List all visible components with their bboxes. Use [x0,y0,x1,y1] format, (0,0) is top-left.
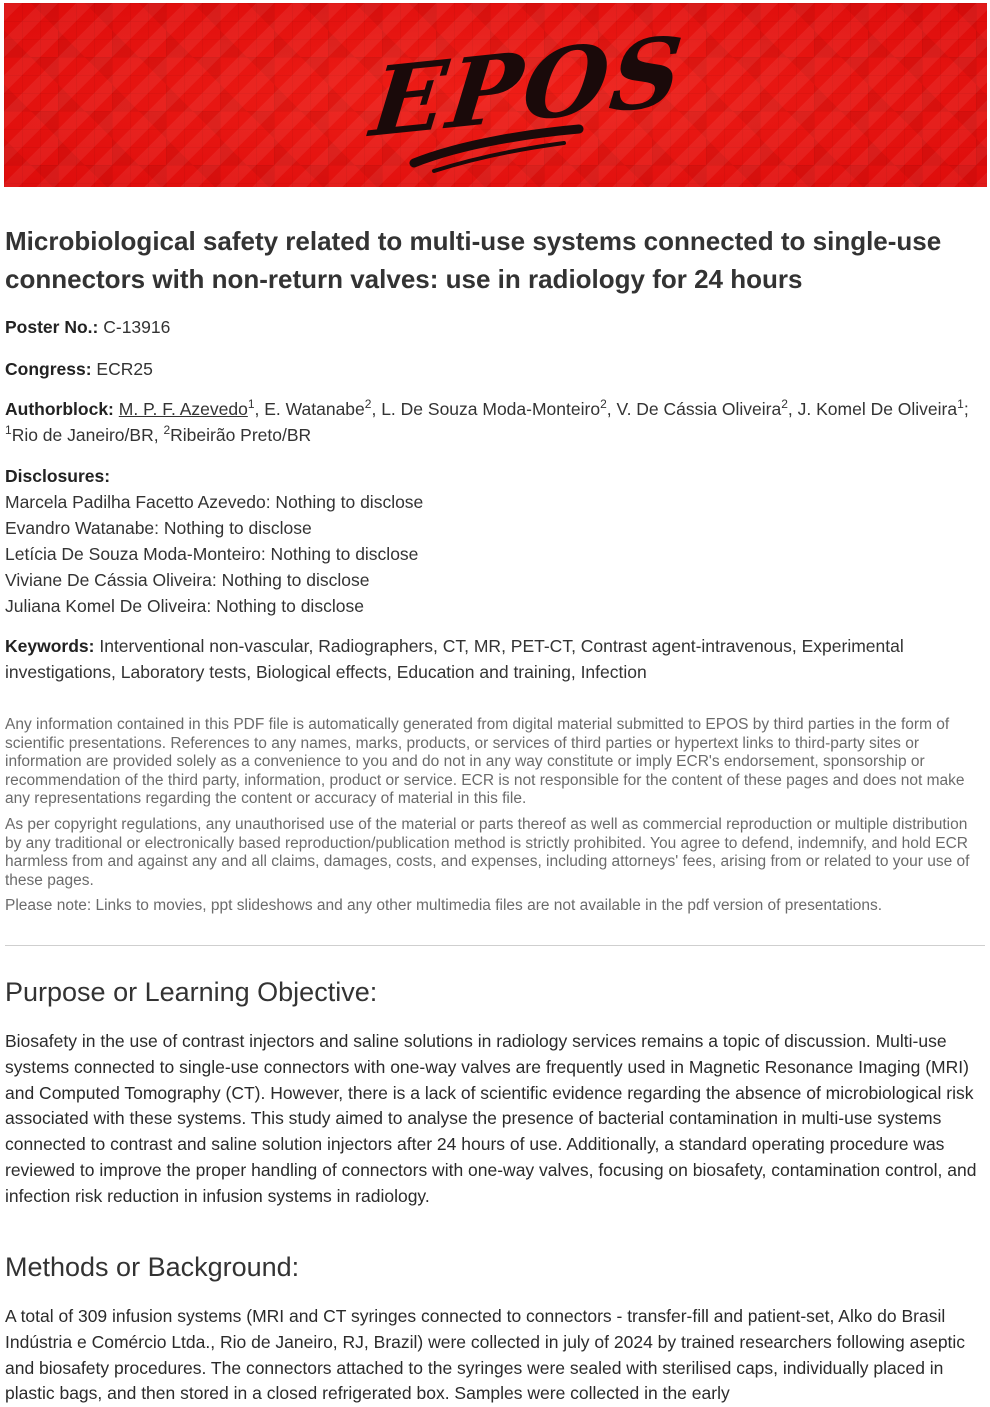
author-name: J. Komel De Oliveira [797,399,958,419]
author-name: E. Watanabe [264,399,365,419]
author-name: L. De Souza Moda-Monteiro [381,399,601,419]
congress-value: ECR25 [96,359,153,379]
affiliation-sup: 2 [163,423,171,437]
multimedia-note: Please note: Links to movies, ppt slideshows and any other multimedia files are not available in the pdf version of presentations. [5,897,883,914]
divider [5,945,985,946]
author-name: V. De Cássia Oliveira [616,399,782,419]
epos-logo[interactable] [365,14,690,180]
author-sup: 1 [957,397,964,411]
authorblock-label: Authorblock: [5,399,114,419]
copyright-paragraph: As per copyright regulations, any unauthorised use of the material or parts thereof as well as commercial reproduction or multiple distribution by any traditional or electronically based reproduction/publication method is strictly prohibited. You agree to defend, indemnify, and hold ECR harmless from and against any and all claims, damages, costs, and expenses, including attorneys' fees, arising from or related to your use of these pages. [5,816,970,889]
section-heading-methods: Methods or Background: [5,1252,300,1282]
author-sup: 2 [364,397,372,411]
disclaimer-paragraph: Any information contained in this PDF file is automatically generated from digital material submitted to EPOS by third parties in the form of scientific presentations. References to any names, marks, products, or services of third parties or hypertext links to third-party sites or information are provided solely as a convenience to you and do not in any way constitute or imply ECR's endorsement, sponsorship or recommendation of the third party, information, product or service. ECR is not responsible for the content of these pages and does not make any representations regarding the content or accuracy of material in this file. [5,716,965,807]
disclosure-item: Evandro Watanabe: Nothing to disclose [5,518,312,538]
disclosures [5,463,980,619]
authorblock: Authorblock: M. P. F. Azevedo$^1$, E. Watanabe$^2$, L. De Souza Moda-Monteiro$^2$, V. De Cássia Oliveira$^2$, J. Komel De Oliveira$^1$; $^1$Rio de Janeiro/BR, $^2$Ribeirão Preto/BR [5,397,969,445]
author-link[interactable]: M. P. F. Azevedo [118,399,248,419]
keywords [5,633,980,685]
affiliation: Rio de Janeiro/BR [11,425,154,445]
author-sup: 1 [247,397,255,411]
disclosure-item: Viviane De Cássia Oliveira: Nothing to disclose [5,570,370,590]
page-title: Microbiological safety related to multi-use systems connected to single-use connectors with non-return valves: use in radiology for 24 hours [5,226,942,294]
section-heading-purpose: Purpose or Learning Objective: [5,977,378,1007]
disclosure-item: Letícia De Souza Moda-Monteiro: Nothing to disclose [5,544,419,564]
methods-text: A total of 309 infusion systems (MRI and CT syringes connected to connectors - transfer-fill and patient-set, Alko do Brasil Indústria e Comércio Ltda., Rio de Janeiro, RJ, Brazil) were collected in july of 2024 by trained researchers following aseptic and biosafety procedures. The connectors attached to the syringes were sealed with sterilised caps, individually placed in plastic bags, and then stored in a closed refrigerated box. Samples were collected in the early [5,1306,966,1404]
poster-number [5,314,980,340]
congress [5,356,980,382]
author-sup: 2 [781,397,788,411]
keywords-label: Keywords: [5,636,95,656]
keywords-value: Interventional non-vascular, Radiographers, CT, MR, PET-CT, Contrast agent-intravenous, Experimental investigations, Laboratory tests, Biological effects, Education and training, Infection [5,636,904,682]
disclosure-item: Juliana Komel De Oliveira: Nothing to disclose [5,596,364,616]
poster-value: C-13916 [103,317,171,337]
header-banner [4,3,987,187]
purpose-text: Biosafety in the use of contrast injectors and saline solutions in radiology services remains a topic of discussion. Multi-use systems connected to single-use connectors with one-way valves are frequently used in Magnetic Resonance Imaging (MRI) and Computed Tomography (CT). However, there is a lack of scientific evidence regarding the absence of microbiological risk associated with these systems. This study aimed to analyse the presence of bacterial contamination in multi-use systems connected to contrast and saline solution injectors after 24 hours of use. Additionally, a standard operating procedure was reviewed to improve the proper handling of connectors with one-way valves, focusing on biosafety, contamination control, and infection risk reduction in infusion systems in radiology. [5,1031,977,1206]
logo-text: EPOS [365,14,690,159]
congress-label: Congress: [5,359,92,379]
affiliation-sup: 1 [5,423,12,437]
poster-label: Poster No.: [5,317,99,337]
disclosure-item: Marcela Padilha Facetto Azevedo: Nothing to disclose [5,492,424,512]
author-sup: 2 [600,397,607,411]
disclosures-label: Disclosures: [5,466,111,486]
affiliation: Ribeirão Preto/BR [170,425,312,445]
